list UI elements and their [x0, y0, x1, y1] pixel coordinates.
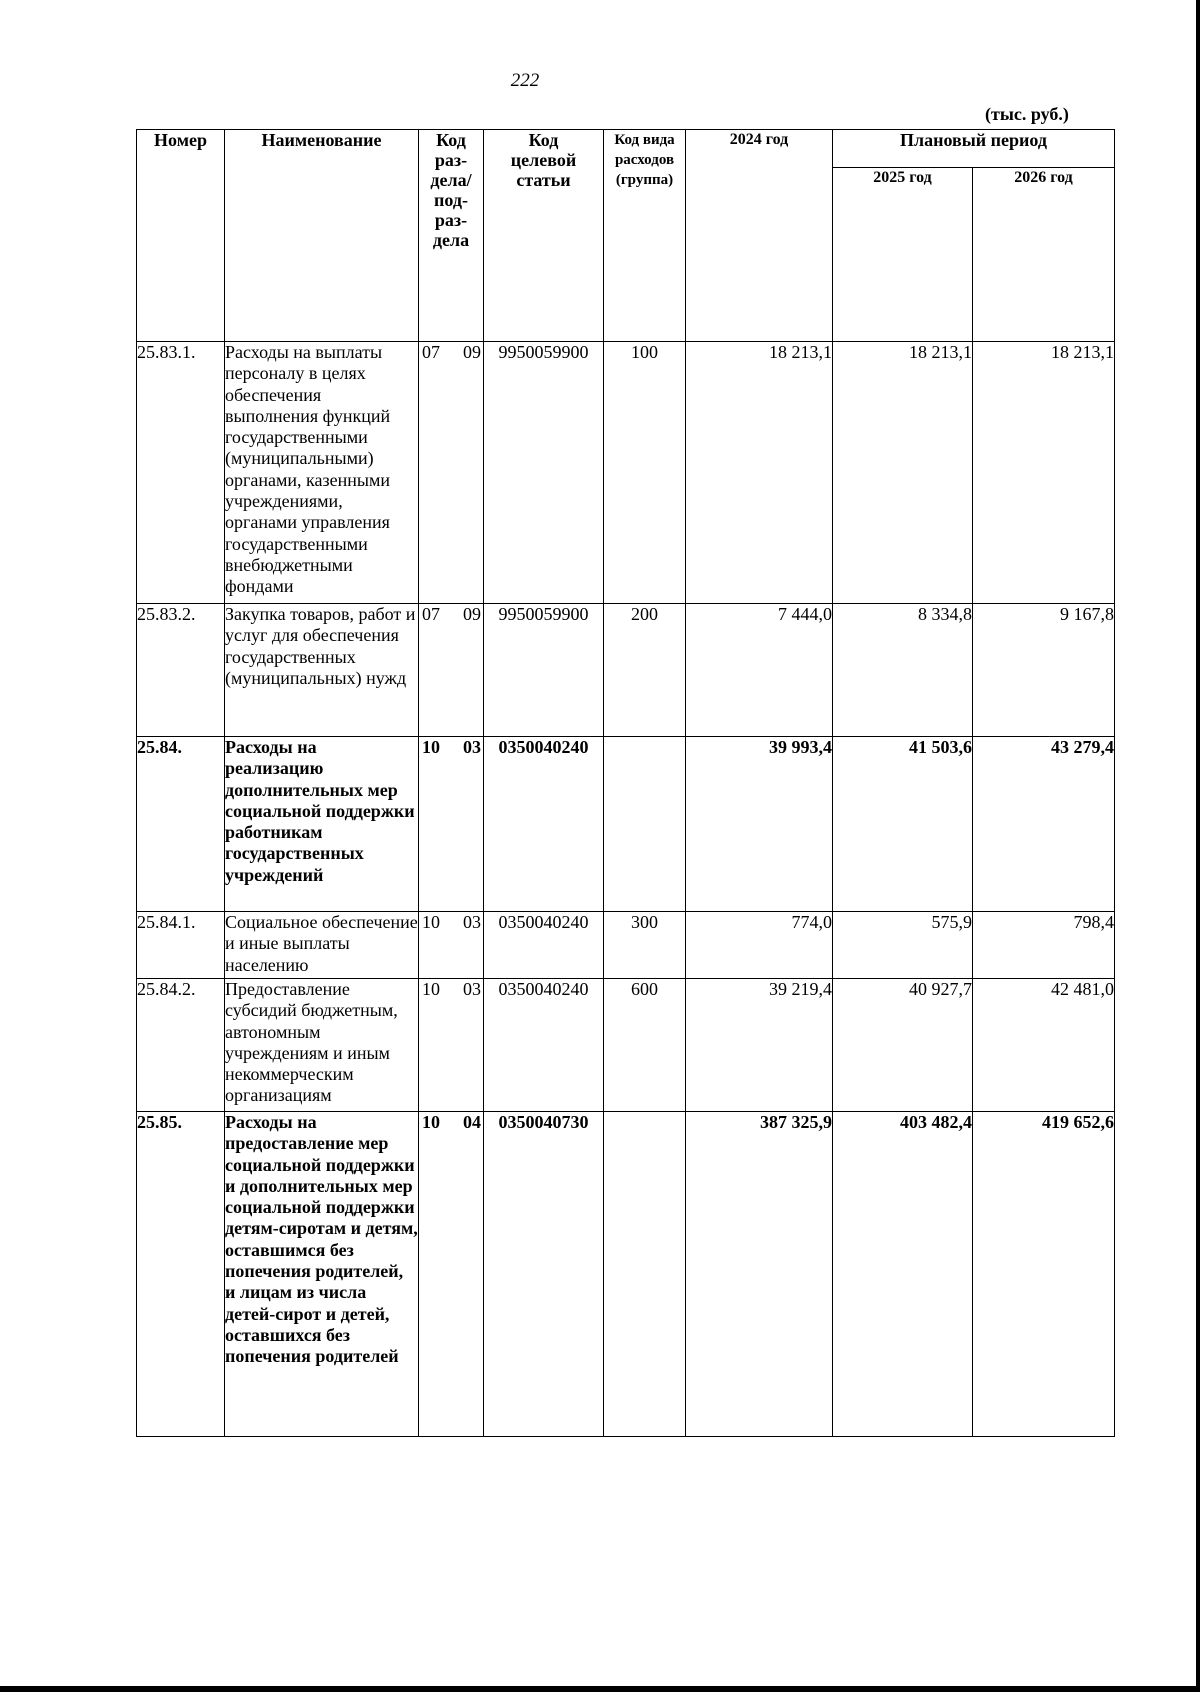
header-number: Номер	[137, 130, 225, 342]
row-number: 25.84.	[137, 737, 225, 912]
table-row	[137, 737, 1115, 912]
table-row	[137, 1112, 1115, 1437]
row-value-2025: 575,9	[833, 912, 973, 979]
row-number: 25.84.2.	[137, 979, 225, 1112]
row-name: Расходы на предоставление мер социальной поддержки и дополнительных мер социальной поддержки детям-сиротам и детям, оставшимся без попечения родителей, и лицам из числа детей-сирот и детей, оставшихся без попечения родителей	[225, 1112, 419, 1437]
header-target: Код целевой статьи	[484, 130, 604, 342]
table-row	[137, 342, 1115, 604]
row-name: Расходы на выплаты персоналу в целях обеспечения выполнения функций государственными (муниципальными) органами, казенными учреждениями, органами управления государственными внебюджетными фондами	[225, 342, 419, 604]
row-expense-group	[604, 737, 686, 912]
row-value-2025: 40 927,7	[833, 979, 973, 1112]
row-value-2025: 403 482,4	[833, 1112, 973, 1437]
row-value-2026: 9 167,8	[973, 604, 1115, 737]
row-target-code: 0350040240	[484, 737, 604, 912]
row-target-code: 0350040240	[484, 979, 604, 1112]
row-section-code: 07 09	[419, 604, 484, 737]
row-value-2024: 774,0	[686, 912, 833, 979]
row-value-2024: 387 325,9	[686, 1112, 833, 1437]
header-name: Наименование	[225, 130, 419, 342]
row-name: Предоставление субсидий бюджетным, автономным учреждениям и иным некоммерческим организациям	[225, 979, 419, 1112]
row-value-2026: 798,4	[973, 912, 1115, 979]
table-row	[137, 912, 1115, 979]
row-value-2026: 43 279,4	[973, 737, 1115, 912]
row-number: 25.85.	[137, 1112, 225, 1437]
header-planned-period: Плановый период	[833, 130, 1115, 168]
row-expense-group: 600	[604, 979, 686, 1112]
row-number: 25.83.1.	[137, 342, 225, 604]
row-expense-group: 200	[604, 604, 686, 737]
header-section: Код раз- дела/ под- раз- дела	[419, 130, 484, 342]
units-label: (тыс. руб.)	[985, 104, 1069, 124]
table-row	[137, 604, 1115, 737]
row-number: 25.84.1.	[137, 912, 225, 979]
header-2025: 2025 год	[833, 167, 973, 341]
row-target-code: 0350040730	[484, 1112, 604, 1437]
row-expense-group: 100	[604, 342, 686, 604]
row-value-2026: 42 481,0	[973, 979, 1115, 1112]
row-value-2026: 419 652,6	[973, 1112, 1115, 1437]
header-expense-type: Код вида расходов (группа)	[604, 130, 686, 342]
row-value-2025: 41 503,6	[833, 737, 973, 912]
row-expense-group	[604, 1112, 686, 1437]
row-target-code: 9950059900	[484, 342, 604, 604]
row-section-code: 10 04	[419, 1112, 484, 1437]
row-value-2025: 8 334,8	[833, 604, 973, 737]
row-section-code: 10 03	[419, 979, 484, 1112]
scan-edge-right	[1196, 0, 1200, 1692]
header-2024: 2024 год	[686, 130, 833, 342]
row-section-code: 07 09	[419, 342, 484, 604]
row-value-2024: 7 444,0	[686, 604, 833, 737]
row-name: Закупка товаров, работ и услуг для обеспечения государственных (муниципальных) нужд	[225, 604, 419, 737]
row-value-2024: 18 213,1	[686, 342, 833, 604]
row-value-2024: 39 219,4	[686, 979, 833, 1112]
row-name: Социальное обеспечение и иные выплаты населению	[225, 912, 419, 979]
row-number: 25.83.2.	[137, 604, 225, 737]
row-target-code: 0350040240	[484, 912, 604, 979]
row-expense-group: 300	[604, 912, 686, 979]
table-row	[137, 979, 1115, 1112]
row-section-code: 10 03	[419, 737, 484, 912]
row-value-2026: 18 213,1	[973, 342, 1115, 604]
row-target-code: 9950059900	[484, 604, 604, 737]
budget-table	[136, 129, 1115, 1437]
row-section-code: 10 03	[419, 912, 484, 979]
scan-edge-bottom	[0, 1686, 1200, 1692]
header-2026: 2026 год	[973, 167, 1115, 341]
row-name: Расходы на реализацию дополнительных мер социальной поддержки работникам государственных учреждений	[225, 737, 419, 912]
page-number: 222	[510, 70, 540, 91]
row-value-2024: 39 993,4	[686, 737, 833, 912]
row-value-2025: 18 213,1	[833, 342, 973, 604]
